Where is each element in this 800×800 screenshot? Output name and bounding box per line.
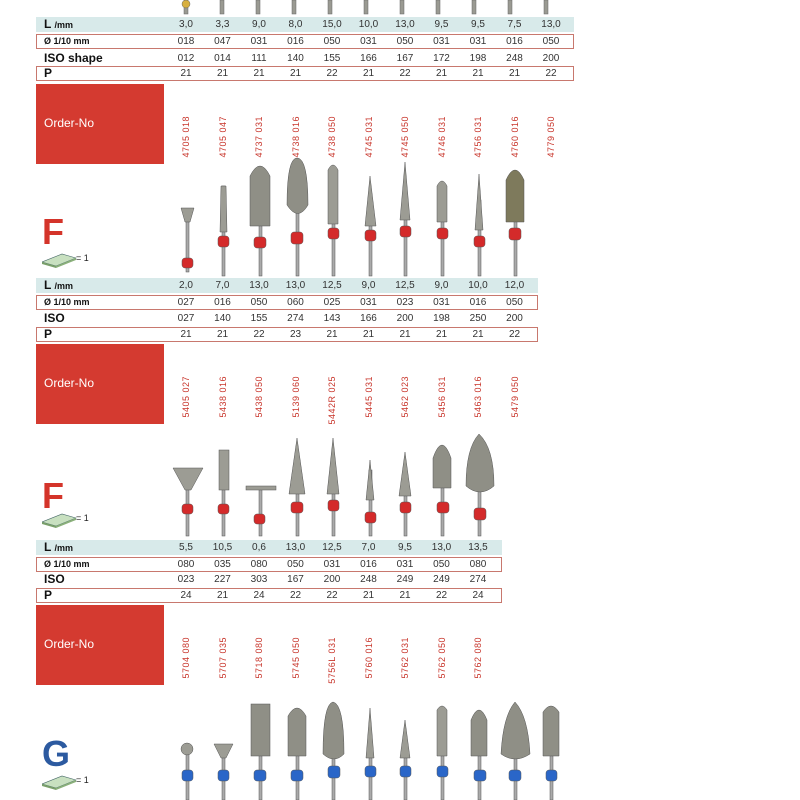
- table-cell: 227: [214, 574, 231, 585]
- table-cell: 22: [326, 68, 338, 79]
- order-number: 5762 050: [436, 637, 447, 679]
- order-number: 4705 047: [217, 116, 228, 158]
- table-cell: 23: [289, 329, 302, 340]
- table-cell: 012: [177, 53, 195, 64]
- order-number: 5756L 031: [327, 637, 337, 684]
- table-cell: 198: [433, 313, 450, 324]
- row-label-pack: P: [44, 588, 53, 602]
- table-cell: 016: [469, 297, 487, 308]
- table-cell: 21: [289, 68, 302, 79]
- table-cell: 24: [180, 590, 192, 601]
- table-cell: 22: [326, 590, 338, 601]
- table-cell: 200: [323, 574, 341, 585]
- row-label-pack: P: [44, 66, 53, 80]
- order-number: 5745 050: [290, 637, 301, 679]
- table-cell: 12,5: [322, 542, 342, 553]
- table-cell: 7,5: [507, 19, 522, 30]
- table-cell: 080: [469, 559, 487, 570]
- table-cell: 21: [399, 590, 411, 601]
- table-cell: 166: [360, 313, 377, 324]
- table-cell: 274: [287, 313, 304, 324]
- table-cell: 025: [323, 297, 341, 308]
- table-cell: 050: [542, 36, 560, 47]
- order-number: 4738 016: [290, 116, 301, 158]
- stone-count: = 1: [76, 775, 89, 785]
- order-number: 5463 016: [473, 376, 483, 418]
- table-cell: 21: [435, 329, 448, 340]
- table-cell: 016: [214, 297, 231, 308]
- table-cell: 249: [396, 574, 414, 585]
- table-cell: 7,0: [215, 280, 230, 291]
- order-number: 4756 031: [473, 116, 483, 158]
- row-label-diameter: Ø 1/10 mm: [44, 36, 90, 46]
- table-cell: 250: [469, 313, 487, 324]
- table-cell: 2,0: [179, 280, 193, 291]
- table-cell: 031: [433, 36, 450, 47]
- table-cell: 13,0: [395, 19, 415, 30]
- table-cell: 5,5: [179, 542, 193, 553]
- table-cell: 3,0: [179, 19, 193, 30]
- table-cell: 12,0: [504, 280, 525, 291]
- table-cell: 10,0: [358, 19, 379, 30]
- table-cell: 15,0: [322, 19, 342, 30]
- table-cell: 12,5: [395, 280, 415, 291]
- table-cell: 21: [253, 68, 265, 79]
- table-cell: 050: [433, 559, 450, 570]
- row-label-pack: P: [44, 327, 53, 341]
- table-cell: 9,0: [434, 280, 449, 291]
- order-number: 5442R 025: [327, 376, 337, 425]
- grit-letter-g: G: [42, 733, 71, 774]
- table-cell: 111: [251, 53, 267, 64]
- order-number: 4738 050: [327, 116, 337, 158]
- table-cell: 155: [250, 313, 268, 324]
- table-cell: 13,0: [285, 542, 306, 553]
- order-number: 5139 060: [290, 376, 301, 418]
- table-cell: 10,5: [212, 542, 233, 553]
- table-cell: 023: [396, 297, 414, 308]
- order-number: 5762 080: [473, 637, 483, 679]
- table-cell: 198: [469, 53, 487, 64]
- table-cell: 13,0: [249, 280, 269, 291]
- table-cell: 21: [216, 590, 229, 601]
- table-cell: 0,6: [252, 542, 266, 553]
- table-cell: 3,3: [215, 19, 230, 30]
- row-label-length: L /mm: [44, 278, 73, 292]
- order-number: 5704 080: [181, 637, 191, 679]
- table-cell: 140: [214, 313, 231, 324]
- table-cell: 166: [360, 53, 377, 64]
- table-cell: 047: [214, 36, 231, 47]
- row-label-iso: ISO: [44, 572, 65, 586]
- table-cell: 248: [506, 53, 523, 64]
- row-label-length: L /mm: [44, 17, 73, 31]
- order-number: 5456 031: [436, 376, 447, 418]
- table-cell: 21: [180, 329, 192, 340]
- table-cell: 016: [360, 559, 377, 570]
- table-cell: 080: [177, 559, 195, 570]
- table-cell: 9,0: [252, 19, 266, 30]
- table-cell: 21: [472, 68, 484, 79]
- table-cell: 249: [433, 574, 450, 585]
- table-cell: 172: [433, 53, 450, 64]
- table-cell: 22: [289, 590, 302, 601]
- table-cell: 060: [287, 297, 304, 308]
- table-cell: 016: [506, 36, 523, 47]
- table-cell: 21: [435, 68, 448, 79]
- table-cell: 018: [177, 36, 195, 47]
- table-cell: 13,5: [468, 542, 488, 553]
- table-cell: 22: [253, 329, 265, 340]
- table-cell: 13,0: [431, 542, 452, 553]
- order-number: 4760 016: [509, 116, 520, 158]
- stone-icon: [42, 774, 102, 790]
- order-number: 5762 031: [400, 637, 410, 679]
- table-cell: 031: [323, 559, 341, 570]
- table-cell: 143: [323, 313, 341, 324]
- table-cell: 9,0: [361, 280, 376, 291]
- order-number: 5445 031: [363, 376, 374, 418]
- table-cell: 027: [177, 313, 195, 324]
- table-cell: 031: [433, 297, 450, 308]
- order-number: 5479 050: [509, 376, 520, 418]
- table-cell: 7,0: [361, 542, 376, 553]
- table-cell: 21: [362, 590, 375, 601]
- row-label-length: L /mm: [44, 540, 73, 554]
- table-cell: 027: [177, 297, 195, 308]
- table-cell: 9,5: [398, 542, 412, 553]
- table-cell: 014: [214, 53, 231, 64]
- table-cell: 12,5: [322, 280, 342, 291]
- table-cell: 031: [250, 36, 268, 47]
- order-number: 5405 027: [181, 376, 191, 418]
- order-number: 4779 050: [546, 116, 556, 158]
- row-label-iso: ISO: [44, 311, 65, 325]
- table-cell: 167: [396, 53, 414, 64]
- table-cell: 155: [323, 53, 341, 64]
- table-cell: 035: [214, 559, 231, 570]
- table-cell: 016: [287, 36, 304, 47]
- table-cell: 031: [360, 36, 377, 47]
- stone-count: = 1: [76, 513, 89, 523]
- table-cell: 050: [396, 36, 414, 47]
- table-cell: 9,5: [471, 19, 485, 30]
- table-cell: 167: [287, 574, 304, 585]
- table-cell: 22: [545, 68, 557, 79]
- row-label-diameter: Ø 1/10 mm: [44, 559, 90, 569]
- table-cell: 050: [323, 36, 341, 47]
- table-cell: 031: [360, 297, 377, 308]
- table-cell: 10,0: [468, 280, 488, 291]
- row-label-iso: ISO shape: [44, 51, 103, 65]
- order-number: 5462 023: [400, 376, 410, 418]
- order-no-label: Order-No: [44, 116, 95, 130]
- table-cell: 274: [469, 574, 487, 585]
- order-number: 5438 016: [217, 376, 228, 418]
- table-cell: 031: [396, 559, 414, 570]
- table-cell: 13,0: [541, 19, 561, 30]
- order-number: 5707 035: [217, 637, 228, 679]
- table-cell: 140: [287, 53, 304, 64]
- order-number: 4705 018: [181, 116, 191, 158]
- table-cell: 050: [287, 559, 304, 570]
- table-cell: 080: [250, 559, 268, 570]
- grit-letter-f: F: [42, 211, 64, 252]
- table-cell: 21: [472, 329, 484, 340]
- row-label-diameter: Ø 1/10 mm: [44, 297, 90, 307]
- order-number: 4745 031: [363, 116, 374, 158]
- order-number: 4746 031: [436, 116, 447, 158]
- table-cell: 24: [472, 590, 484, 601]
- table-cell: 21: [399, 329, 411, 340]
- order-no-label: Order-No: [44, 637, 95, 651]
- table-cell: 050: [250, 297, 268, 308]
- order-number: 5760 016: [363, 637, 374, 679]
- table-cell: 21: [362, 68, 375, 79]
- table-cell: 303: [250, 574, 268, 585]
- table-cell: 24: [253, 590, 265, 601]
- stone-count: = 1: [76, 253, 89, 263]
- order-number: 5718 080: [254, 637, 264, 679]
- table-cell: 248: [360, 574, 377, 585]
- table-cell: 050: [506, 297, 523, 308]
- table-cell: 21: [216, 329, 229, 340]
- table-cell: 22: [399, 68, 411, 79]
- table-cell: 200: [542, 53, 560, 64]
- table-cell: 200: [396, 313, 414, 324]
- order-number: 5438 050: [254, 376, 264, 418]
- table-cell: 9,5: [434, 19, 449, 30]
- table-cell: 8,0: [288, 19, 303, 30]
- order-number: 4737 031: [254, 116, 264, 158]
- table-cell: 13,0: [285, 280, 306, 291]
- order-no-label: Order-No: [44, 376, 95, 390]
- order-number: 4745 050: [400, 116, 410, 158]
- table-cell: 22: [508, 329, 521, 340]
- table-cell: 21: [216, 68, 229, 79]
- table-cell: 200: [506, 313, 523, 324]
- table-cell: 21: [508, 68, 521, 79]
- table-cell: 21: [362, 329, 375, 340]
- grit-letter-f: F: [42, 475, 64, 516]
- table-cell: 22: [435, 590, 448, 601]
- table-cell: 031: [469, 36, 487, 47]
- table-cell: 21: [180, 68, 192, 79]
- table-cell: 21: [326, 329, 338, 340]
- table-cell: 023: [177, 574, 195, 585]
